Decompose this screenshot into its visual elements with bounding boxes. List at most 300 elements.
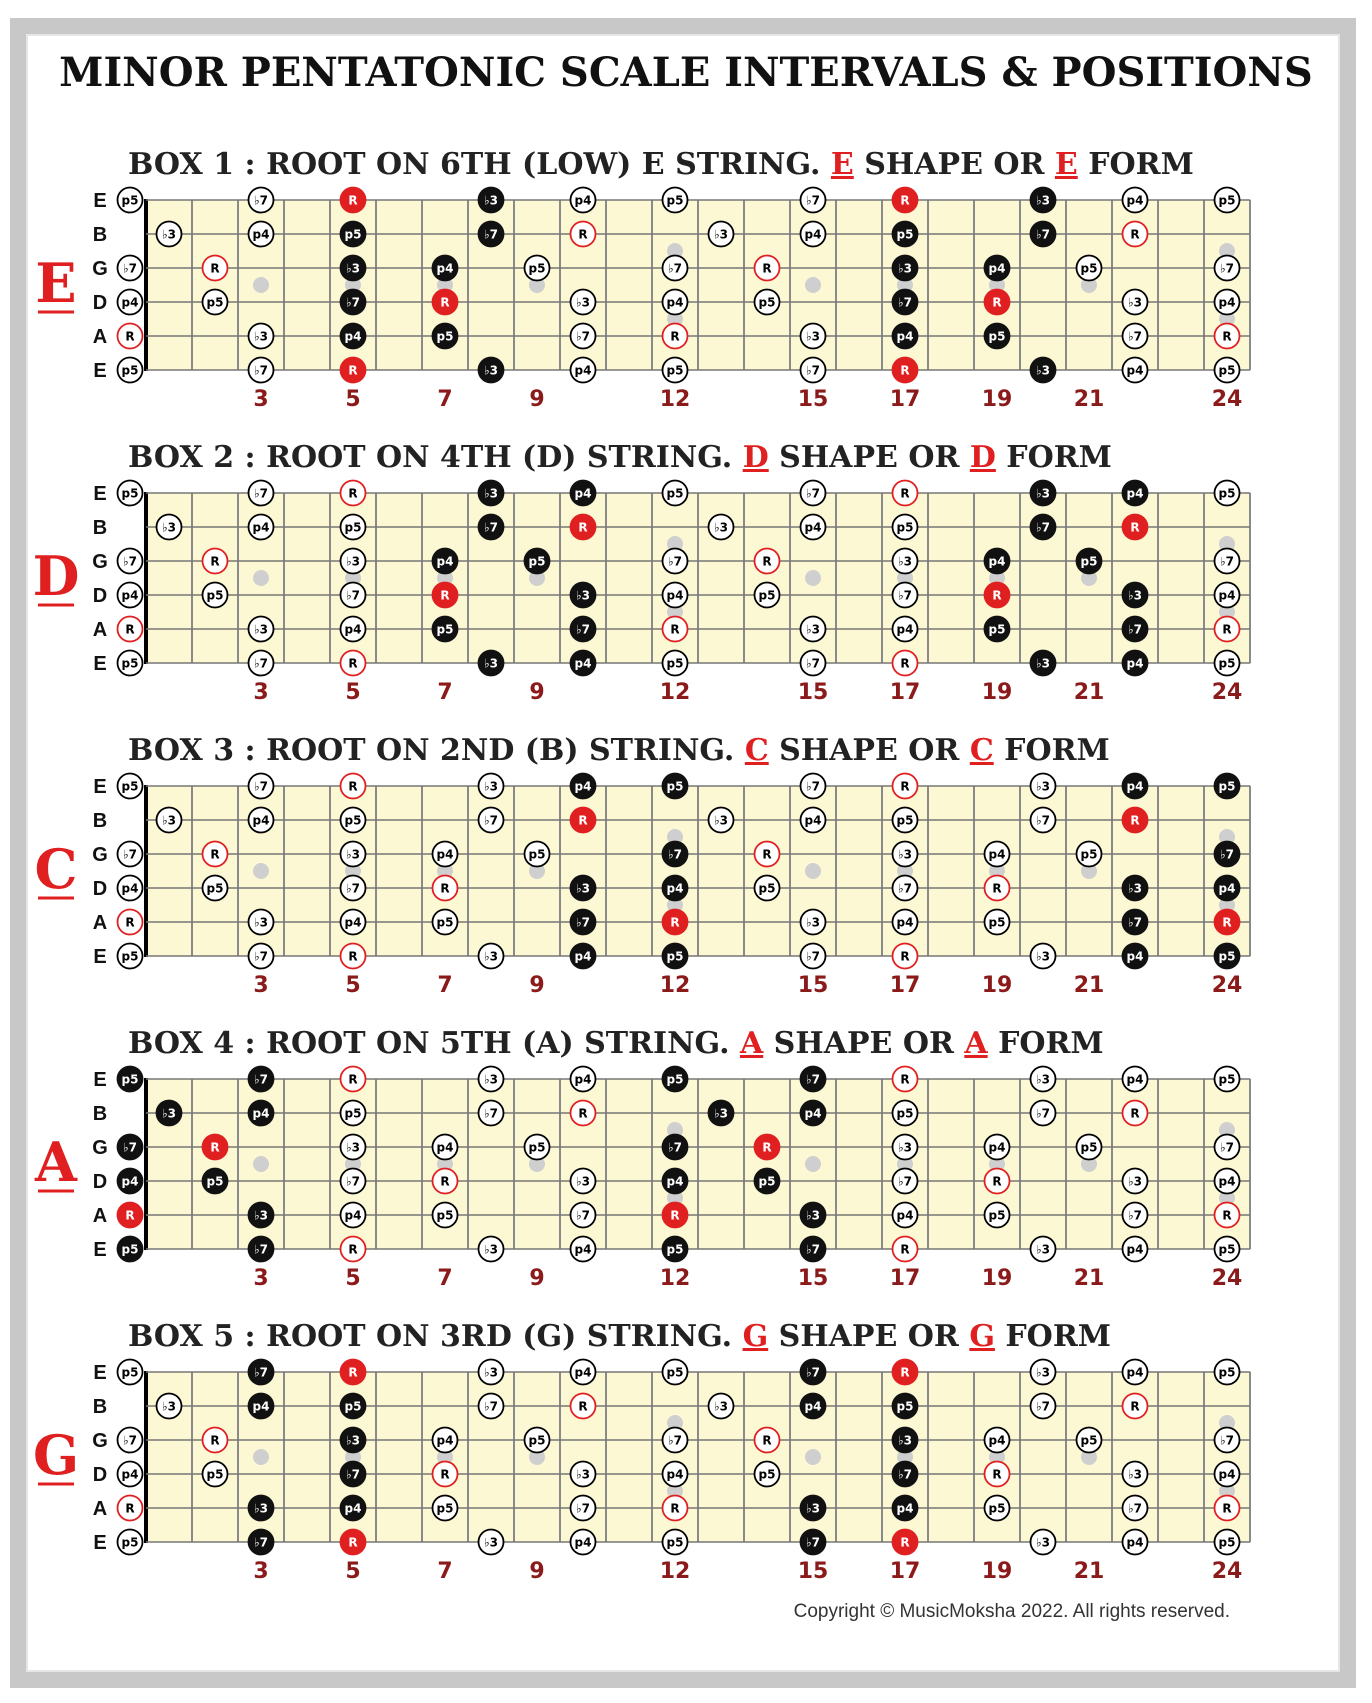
note-label: ♭3	[483, 1072, 499, 1087]
note-label: R	[210, 261, 220, 276]
note-label: R	[440, 295, 450, 310]
note-label: p5	[666, 779, 684, 794]
note-label: p5	[1218, 1242, 1236, 1257]
note-label: ♭3	[1035, 1535, 1051, 1550]
note-label: ♭7	[253, 949, 269, 964]
note-label: p5	[1218, 779, 1236, 794]
note-label: p5	[121, 1535, 139, 1550]
note-label: ♭3	[897, 261, 913, 276]
note-label: p4	[121, 588, 139, 603]
note-label: R	[578, 520, 588, 535]
note-label: p5	[344, 520, 362, 535]
note-label: R	[900, 1072, 910, 1087]
note-label: ♭7	[575, 915, 591, 930]
fret-number: 9	[529, 1559, 545, 1584]
note-label: ♭3	[713, 1399, 729, 1414]
note-label: ♭3	[1035, 486, 1051, 501]
note-label: ♭7	[667, 554, 683, 569]
fret-number: 15	[797, 973, 829, 998]
note-label: p4	[896, 329, 914, 344]
string-label: G	[92, 551, 108, 573]
note-label: p5	[121, 363, 139, 378]
note-label: p4	[574, 1072, 592, 1087]
box-title-part: FORM	[1077, 147, 1194, 182]
box-title-part: A	[964, 1026, 988, 1061]
note-label: p5	[121, 193, 139, 208]
fret-number: 7	[437, 1559, 453, 1584]
note-label: p5	[1218, 949, 1236, 964]
note-label: ♭7	[253, 363, 269, 378]
fret-number: 12	[659, 1559, 691, 1584]
fret-marker-dot	[805, 570, 821, 586]
note-label: p5	[666, 486, 684, 501]
note-label: p4	[436, 1140, 454, 1155]
note-label: ♭7	[897, 1174, 913, 1189]
note-label: ♭3	[575, 881, 591, 896]
note-label: ♭3	[575, 588, 591, 603]
note-label: R	[1222, 329, 1232, 344]
string-label: A	[92, 619, 108, 641]
note-label: ♭7	[805, 1535, 821, 1550]
note-label: ♭3	[161, 813, 177, 828]
note-label: ♭3	[713, 813, 729, 828]
note-label: p4	[252, 520, 270, 535]
note-label: ♭3	[253, 1208, 269, 1223]
string-label: A	[92, 912, 108, 934]
fret-number: 21	[1073, 680, 1105, 705]
note-label: p5	[121, 1242, 139, 1257]
note-label: p4	[344, 329, 362, 344]
string-label: B	[92, 810, 108, 832]
note-label: ♭3	[345, 261, 361, 276]
note-label: ♭7	[483, 520, 499, 535]
fret-number: 12	[659, 1266, 691, 1291]
box-title-part: E	[830, 147, 854, 182]
shape-letter: A	[35, 1130, 77, 1194]
note-label: ♭7	[667, 1433, 683, 1448]
note-label: p5	[206, 295, 224, 310]
note-label: ♭7	[253, 656, 269, 671]
note-label: R	[348, 656, 358, 671]
box-title	[128, 1319, 1111, 1354]
note-label: ♭7	[897, 881, 913, 896]
box-title-part: SHAPE OR	[768, 440, 970, 475]
note-label: ♭3	[805, 915, 821, 930]
note-label: R	[348, 1242, 358, 1257]
fret-number: 5	[345, 387, 361, 412]
note-label: ♭7	[483, 227, 499, 242]
note-label: p5	[344, 227, 362, 242]
note-label: p5	[758, 588, 776, 603]
note-label: ♭3	[345, 1433, 361, 1448]
box-title	[128, 440, 1112, 475]
note-label: ♭7	[805, 193, 821, 208]
note-label: R	[1130, 227, 1140, 242]
page-title: MINOR PENTATONIC SCALE INTERVALS & POSITIONS	[59, 49, 1313, 96]
note-label: R	[348, 949, 358, 964]
note-label: ♭3	[253, 329, 269, 344]
note-label: p4	[344, 622, 362, 637]
note-label: ♭3	[1035, 363, 1051, 378]
note-label: ♭7	[1127, 622, 1143, 637]
note-label: ♭3	[161, 1399, 177, 1414]
note-label: ♭7	[122, 554, 138, 569]
note-label: ♭7	[1035, 1106, 1051, 1121]
note-label: p5	[666, 1072, 684, 1087]
note-label: p4	[896, 622, 914, 637]
fret-number: 21	[1073, 1559, 1105, 1584]
note-label: ♭3	[713, 1106, 729, 1121]
note-label: p4	[344, 915, 362, 930]
note-label: R	[992, 881, 1002, 896]
note-label: ♭7	[253, 1072, 269, 1087]
note-label: p5	[528, 1433, 546, 1448]
note-label: p5	[666, 1365, 684, 1380]
box-title-part: G	[969, 1319, 995, 1354]
note-label: R	[762, 1140, 772, 1155]
fret-marker-dot	[805, 863, 821, 879]
fret-marker-dot	[253, 1156, 269, 1172]
note-label: p5	[758, 295, 776, 310]
note-label: p4	[574, 779, 592, 794]
note-label: p4	[804, 1399, 822, 1414]
note-label: p5	[1218, 193, 1236, 208]
note-label: ♭7	[345, 588, 361, 603]
note-label: ♭3	[897, 847, 913, 862]
note-label: ♭7	[345, 1174, 361, 1189]
fret-number: 19	[981, 1559, 1013, 1584]
note-label: R	[900, 656, 910, 671]
note-label: ♭3	[1127, 1467, 1143, 1482]
box-3	[35, 733, 1250, 998]
note-label: ♭7	[575, 1501, 591, 1516]
note-label: ♭7	[122, 847, 138, 862]
fret-number: 3	[253, 680, 269, 705]
fret-marker-dot	[805, 1156, 821, 1172]
note-label: ♭7	[345, 881, 361, 896]
box-title-part: A	[739, 1026, 764, 1061]
note-label: p4	[988, 261, 1006, 276]
string-label: E	[93, 190, 107, 212]
note-label: R	[1222, 1208, 1232, 1223]
string-label: E	[93, 483, 107, 505]
note-label: R	[125, 1208, 135, 1223]
note-label: p4	[121, 295, 139, 310]
note-label: ♭3	[575, 1467, 591, 1482]
string-label: G	[92, 1430, 108, 1452]
note-label: p5	[988, 622, 1006, 637]
note-label: p5	[758, 881, 776, 896]
box-title-part: C	[744, 733, 769, 768]
box-title-part: BOX 5 : ROOT ON 3RD (G) STRING.	[128, 1319, 743, 1354]
fret-number: 19	[981, 1266, 1013, 1291]
string-label: E	[93, 1069, 107, 1091]
note-label: R	[992, 588, 1002, 603]
note-label: p4	[344, 1208, 362, 1223]
note-label: R	[670, 915, 680, 930]
note-label: ♭3	[161, 227, 177, 242]
note-label: R	[210, 847, 220, 862]
note-label: R	[670, 329, 680, 344]
note-label: ♭7	[1035, 520, 1051, 535]
note-label: p5	[666, 1242, 684, 1257]
note-label: ♭3	[345, 1140, 361, 1155]
note-label: p5	[121, 779, 139, 794]
note-label: ♭7	[1219, 1140, 1235, 1155]
note-label: R	[1222, 1501, 1232, 1516]
note-label: p5	[666, 363, 684, 378]
note-label: ♭7	[253, 1535, 269, 1550]
fret-number: 7	[437, 387, 453, 412]
note-label: R	[900, 1242, 910, 1257]
string-label: E	[93, 1239, 107, 1261]
fret-marker-dot	[253, 277, 269, 293]
note-label: ♭3	[1035, 779, 1051, 794]
note-label: p5	[206, 881, 224, 896]
fret-number: 3	[253, 1559, 269, 1584]
fret-number: 5	[345, 973, 361, 998]
fret-number: 19	[981, 387, 1013, 412]
note-label: ♭7	[1219, 554, 1235, 569]
fret-number: 24	[1211, 1559, 1243, 1584]
note-label: ♭7	[1127, 915, 1143, 930]
fret-marker-dot	[253, 863, 269, 879]
note-label: p5	[1080, 554, 1098, 569]
note-label: p4	[1126, 656, 1144, 671]
note-label: p4	[896, 915, 914, 930]
fret-number: 21	[1073, 387, 1105, 412]
fret-number: 15	[797, 387, 829, 412]
note-label: R	[348, 1072, 358, 1087]
note-label: p4	[436, 1433, 454, 1448]
fret-number: 9	[529, 387, 545, 412]
string-label: A	[92, 326, 108, 348]
note-label: p5	[206, 1174, 224, 1189]
note-label: p5	[121, 1365, 139, 1380]
note-label: ♭3	[483, 656, 499, 671]
note-label: ♭7	[1219, 847, 1235, 862]
note-label: p4	[988, 1433, 1006, 1448]
note-label: p5	[666, 949, 684, 964]
note-label: p4	[1126, 1535, 1144, 1550]
note-label: ♭7	[253, 1365, 269, 1380]
note-label: p5	[528, 847, 546, 862]
note-label: p5	[1218, 363, 1236, 378]
note-label: p5	[528, 1140, 546, 1155]
note-label: R	[670, 622, 680, 637]
fret-number: 24	[1211, 973, 1243, 998]
note-label: ♭7	[575, 329, 591, 344]
box-title-part: G	[742, 1319, 769, 1354]
note-label: p4	[574, 486, 592, 501]
note-label: p4	[574, 1365, 592, 1380]
note-label: R	[578, 1399, 588, 1414]
fret-number: 24	[1211, 680, 1243, 705]
fret-number: 9	[529, 680, 545, 705]
note-label: p4	[1126, 1242, 1144, 1257]
box-title-part: SHAPE OR	[853, 147, 1055, 182]
note-label: p4	[988, 847, 1006, 862]
note-label: R	[670, 1208, 680, 1223]
note-label: R	[670, 1501, 680, 1516]
box-title	[128, 733, 1110, 768]
note-label: p5	[121, 656, 139, 671]
note-label: p5	[528, 554, 546, 569]
note-label: p4	[896, 1501, 914, 1516]
note-label: p5	[1080, 1140, 1098, 1155]
fret-number: 21	[1073, 973, 1105, 998]
note-label: p5	[436, 915, 454, 930]
note-label: ♭7	[253, 1242, 269, 1257]
note-label: p4	[436, 554, 454, 569]
box-title-part: D	[742, 440, 769, 475]
note-label: ♭3	[575, 1174, 591, 1189]
note-label: R	[762, 1433, 772, 1448]
note-label: p5	[1218, 1365, 1236, 1380]
note-label: p4	[121, 1467, 139, 1482]
fret-number: 17	[889, 1266, 921, 1291]
box-title-part: BOX 4 : ROOT ON 5TH (A) STRING.	[128, 1026, 740, 1061]
note-label: p5	[121, 1072, 139, 1087]
boxes-layer	[33, 147, 1250, 1584]
note-label: ♭7	[1035, 227, 1051, 242]
box-title-part: FORM	[994, 1319, 1111, 1354]
note-label: ♭3	[1127, 295, 1143, 310]
fret-number: 7	[437, 973, 453, 998]
note-label: ♭3	[1127, 881, 1143, 896]
note-label: p5	[758, 1174, 776, 1189]
note-label: ♭7	[667, 261, 683, 276]
note-label: ♭7	[667, 847, 683, 862]
note-label: ♭7	[667, 1140, 683, 1155]
shape-letter: G	[32, 1423, 80, 1487]
note-label: p5	[896, 813, 914, 828]
note-label: p5	[1080, 847, 1098, 862]
note-label: R	[440, 881, 450, 896]
box-title-part: C	[969, 733, 994, 768]
note-label: ♭7	[805, 1072, 821, 1087]
note-label: ♭7	[897, 588, 913, 603]
string-label: A	[92, 1205, 108, 1227]
note-label: R	[348, 193, 358, 208]
note-label: R	[900, 486, 910, 501]
string-label: D	[92, 1171, 108, 1193]
note-label: p5	[1218, 656, 1236, 671]
string-label: E	[93, 1362, 107, 1384]
fret-number: 3	[253, 1266, 269, 1291]
note-label: R	[1130, 520, 1140, 535]
note-label: p5	[436, 622, 454, 637]
note-label: p4	[1126, 1365, 1144, 1380]
fret-number: 9	[529, 1266, 545, 1291]
box-title	[128, 1026, 1104, 1061]
fret-number: 5	[345, 1266, 361, 1291]
note-label: R	[1130, 813, 1140, 828]
note-label: ♭3	[897, 1140, 913, 1155]
fret-number: 17	[889, 387, 921, 412]
note-label: R	[348, 1535, 358, 1550]
fret-number: 21	[1073, 1266, 1105, 1291]
note-label: p4	[574, 1535, 592, 1550]
box-4	[34, 1026, 1250, 1291]
fret-number: 7	[437, 1266, 453, 1291]
note-label: R	[762, 554, 772, 569]
note-label: p4	[436, 261, 454, 276]
note-label: ♭3	[805, 622, 821, 637]
note-label: p4	[666, 1174, 684, 1189]
note-label: ♭3	[713, 520, 729, 535]
note-label: ♭7	[805, 779, 821, 794]
note-label: p4	[1126, 1072, 1144, 1087]
fret-number: 9	[529, 973, 545, 998]
note-label: p5	[121, 949, 139, 964]
note-label: p5	[896, 520, 914, 535]
note-label: ♭3	[1035, 1242, 1051, 1257]
note-label: ♭7	[253, 779, 269, 794]
string-label: D	[92, 585, 108, 607]
note-label: ♭7	[805, 949, 821, 964]
note-label: p4	[666, 588, 684, 603]
note-label: p5	[528, 261, 546, 276]
note-label: ♭7	[1219, 1433, 1235, 1448]
note-label: p4	[1218, 881, 1236, 896]
string-label: E	[93, 360, 107, 382]
note-label: R	[578, 1106, 588, 1121]
note-label: R	[900, 1535, 910, 1550]
note-label: R	[578, 813, 588, 828]
note-label: ♭7	[345, 1467, 361, 1482]
note-label: p4	[1218, 295, 1236, 310]
note-label: R	[348, 363, 358, 378]
note-label: p4	[121, 881, 139, 896]
note-label: ♭3	[253, 1501, 269, 1516]
note-label: ♭3	[1127, 1174, 1143, 1189]
note-label: R	[210, 1140, 220, 1155]
note-label: R	[210, 1433, 220, 1448]
note-label: ♭7	[575, 1208, 591, 1223]
note-label: R	[125, 1501, 135, 1516]
note-label: p5	[666, 656, 684, 671]
note-label: ♭3	[1035, 656, 1051, 671]
note-label: p5	[344, 813, 362, 828]
box-title-part: SHAPE OR	[763, 1026, 965, 1061]
note-label: ♭7	[1127, 329, 1143, 344]
string-label: D	[92, 878, 108, 900]
note-label: ♭7	[805, 1242, 821, 1257]
note-label: ♭3	[713, 227, 729, 242]
note-label: p5	[988, 915, 1006, 930]
note-label: ♭3	[253, 915, 269, 930]
fret-number: 12	[659, 680, 691, 705]
note-label: p4	[666, 1467, 684, 1482]
note-label: R	[992, 1467, 1002, 1482]
fret-number: 15	[797, 1559, 829, 1584]
box-2	[33, 440, 1250, 705]
note-label: ♭3	[575, 295, 591, 310]
note-label: ♭3	[483, 1242, 499, 1257]
note-label: ♭7	[805, 363, 821, 378]
fret-number: 3	[253, 973, 269, 998]
note-label: R	[992, 295, 1002, 310]
note-label: p5	[1080, 1433, 1098, 1448]
note-label: p5	[344, 1399, 362, 1414]
fret-number: 19	[981, 680, 1013, 705]
note-label: p4	[436, 847, 454, 862]
note-label: ♭7	[122, 1433, 138, 1448]
fret-marker-dot	[805, 277, 821, 293]
fret-number: 15	[797, 1266, 829, 1291]
note-label: ♭7	[483, 813, 499, 828]
